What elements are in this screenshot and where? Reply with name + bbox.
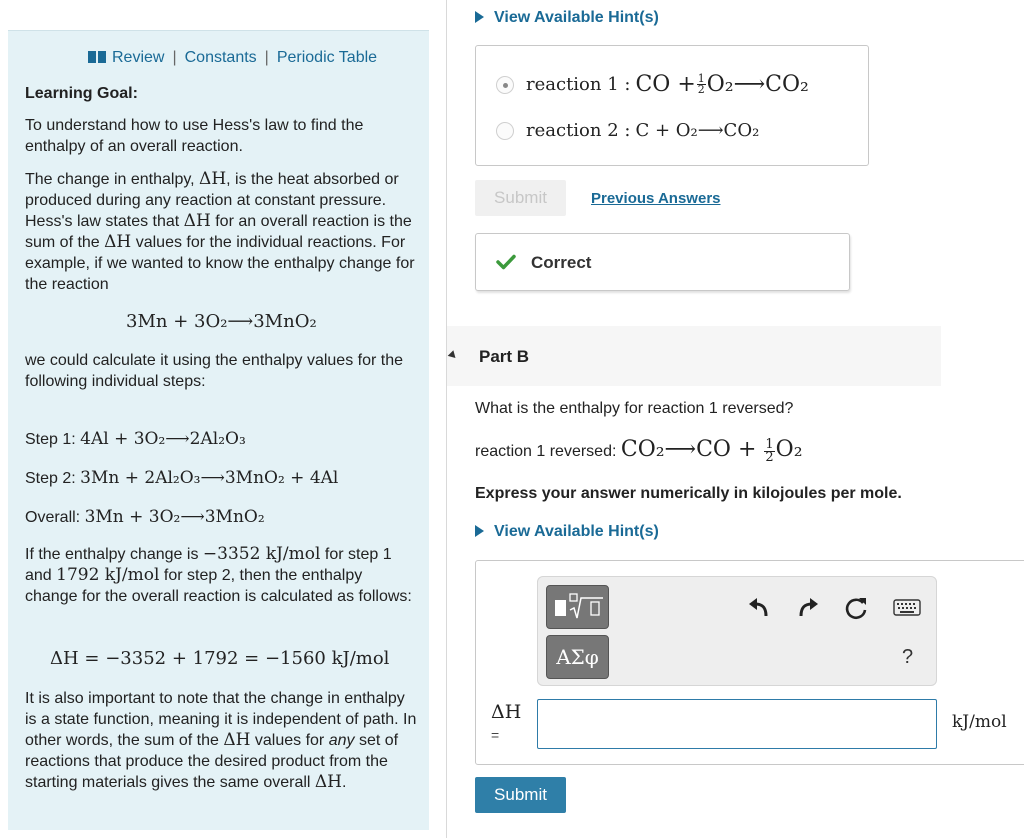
- text: It is also important to note that the change in enthalpy is a state function, meaning it is independent of path. In other words, the sum of the: [25, 690, 417, 749]
- previous-answers-link[interactable]: Previous Answers: [591, 190, 721, 207]
- delta-h-symbol: ΔH: [223, 730, 251, 750]
- reset-icon[interactable]: [843, 595, 869, 621]
- expand-triangle-icon: [475, 525, 484, 537]
- review-link[interactable]: Review: [112, 49, 165, 66]
- step-equation: 3Mn + 3O₂⟶3MnO₂: [84, 507, 265, 527]
- periodic-table-link[interactable]: Periodic Table: [276, 49, 378, 66]
- emphasis: any: [328, 732, 355, 749]
- step-label: Overall:: [25, 509, 85, 526]
- equals-sign: =: [491, 727, 500, 743]
- text: values for the individual reactions. For example, if we wanted to know the enthalpy change for the reaction: [25, 234, 415, 293]
- fraction-numerator: 1: [697, 72, 705, 85]
- answer-input[interactable]: [537, 699, 937, 749]
- learning-goal-panel: [8, 30, 429, 830]
- view-hints-link-part-b[interactable]: [475, 523, 659, 541]
- panel-divider: [446, 0, 447, 838]
- constants-link[interactable]: Constants: [184, 49, 257, 66]
- option-reaction-2[interactable]: [496, 120, 759, 141]
- option-label: reaction 2 :: [526, 120, 631, 141]
- unit-label: kJ/mol: [952, 712, 1007, 732]
- redo-icon[interactable]: [794, 595, 820, 621]
- feedback-box: [475, 233, 850, 291]
- text: set of reactions that produce the desired product from the starting materials gives the same overall: [25, 732, 399, 791]
- resource-links: [88, 49, 377, 67]
- text: for an overall reaction is the sum of the: [25, 213, 412, 251]
- fraction-denominator: 2: [697, 83, 705, 96]
- reaction-post: O₂: [775, 437, 803, 462]
- step-equation: 3Mn + 2Al₂O₃⟶3MnO₂ + 4Al: [80, 468, 339, 488]
- link-separator: |: [172, 49, 177, 66]
- answer-variable-label: ΔH: [491, 701, 522, 723]
- checkmark-icon: [496, 254, 516, 270]
- delta-h-symbol: ΔH: [183, 211, 211, 231]
- enthalpy-paragraph: [25, 169, 417, 295]
- keyboard-icon[interactable]: [893, 598, 921, 618]
- step-label: Step 2:: [25, 470, 81, 487]
- radio-button[interactable]: [496, 122, 514, 140]
- collapse-arrow-icon: [448, 350, 459, 361]
- text: , is the heat absorbed or produced during any reaction at constant pressure. Hess's law states that: [25, 171, 399, 230]
- submit-button-disabled[interactable]: Submit: [475, 180, 566, 216]
- option-equation: C + O₂⟶CO₂: [635, 120, 760, 141]
- step-label: Step 1:: [25, 431, 81, 448]
- value: −3352 kJ/mol: [202, 544, 321, 564]
- undo-icon[interactable]: [747, 595, 773, 621]
- reaction-label: reaction 1 reversed:: [475, 443, 621, 460]
- text: .: [342, 774, 347, 791]
- step-equation: 4Al + 3O₂⟶2Al₂O₃: [80, 429, 246, 449]
- part-b-header[interactable]: [447, 326, 941, 386]
- templates-button[interactable]: [546, 585, 609, 629]
- option-eq-pre: CO +: [635, 72, 696, 97]
- help-button[interactable]: ?: [902, 646, 914, 668]
- hint-link-label: View Available Hint(s): [494, 523, 659, 540]
- value: 1792 kJ/mol: [56, 565, 160, 585]
- text: values for: [250, 732, 329, 749]
- delta-h-calculation: ΔH = −3352 + 1792 = −1560 kJ/mol: [50, 648, 390, 669]
- text: for step 1 and: [25, 546, 392, 584]
- learning-goal-title: Learning Goal:: [25, 85, 138, 102]
- option-label: reaction 1 :: [526, 74, 631, 95]
- steps-intro: we could calculate it using the enthalpy values for the following individual steps:: [25, 352, 404, 390]
- option-eq-post: O₂⟶CO₂: [706, 72, 809, 97]
- step-1: [25, 429, 417, 450]
- option-reaction-1[interactable]: [496, 72, 809, 97]
- reversed-reaction: [475, 437, 803, 464]
- text: The change in enthalpy,: [25, 171, 200, 188]
- math-toolbar: [537, 576, 937, 686]
- radio-button-selected[interactable]: [496, 76, 514, 94]
- templates-icon: [547, 586, 610, 630]
- expand-triangle-icon: [475, 11, 484, 23]
- overall-step: [25, 507, 417, 528]
- question-text: What is the enthalpy for reaction 1 reversed?: [475, 400, 794, 417]
- enthalpy-values-paragraph: [25, 544, 417, 607]
- answer-options: [475, 45, 869, 166]
- feedback-text: Correct: [531, 253, 592, 272]
- step-2: [25, 468, 417, 489]
- link-separator: |: [264, 49, 269, 66]
- delta-h-symbol: ΔH: [199, 169, 227, 189]
- example-reaction: 3Mn + 3O₂⟶3MnO₂: [126, 311, 317, 332]
- fraction-denominator: 2: [765, 450, 774, 466]
- part-b-title: Part B: [479, 347, 530, 366]
- answer-area: [475, 560, 1024, 765]
- state-function-paragraph: [25, 688, 417, 793]
- reaction-pre: CO₂⟶CO +: [620, 437, 764, 462]
- instruction-text: Express your answer numerically in kilojoules per mole.: [475, 485, 902, 502]
- symbols-button[interactable]: ΑΣφ: [546, 635, 609, 679]
- hint-link-label: View Available Hint(s): [494, 9, 659, 26]
- delta-h-symbol: ΔH: [314, 772, 343, 792]
- delta-h-symbol: ΔH: [104, 232, 132, 252]
- view-hints-link-part-a[interactable]: [475, 9, 659, 27]
- fraction-numerator: 1: [765, 437, 774, 453]
- text: for step 2, then the enthalpy change for the overall reaction is calculated as follows:: [25, 567, 412, 605]
- fraction: [697, 74, 706, 95]
- book-icon: [88, 51, 106, 63]
- text: If the enthalpy change is: [25, 546, 203, 563]
- goal-text: To understand how to use Hess's law to find the enthalpy of an overall reaction.: [25, 117, 364, 155]
- submit-button[interactable]: Submit: [475, 777, 566, 813]
- fraction: [764, 439, 774, 464]
